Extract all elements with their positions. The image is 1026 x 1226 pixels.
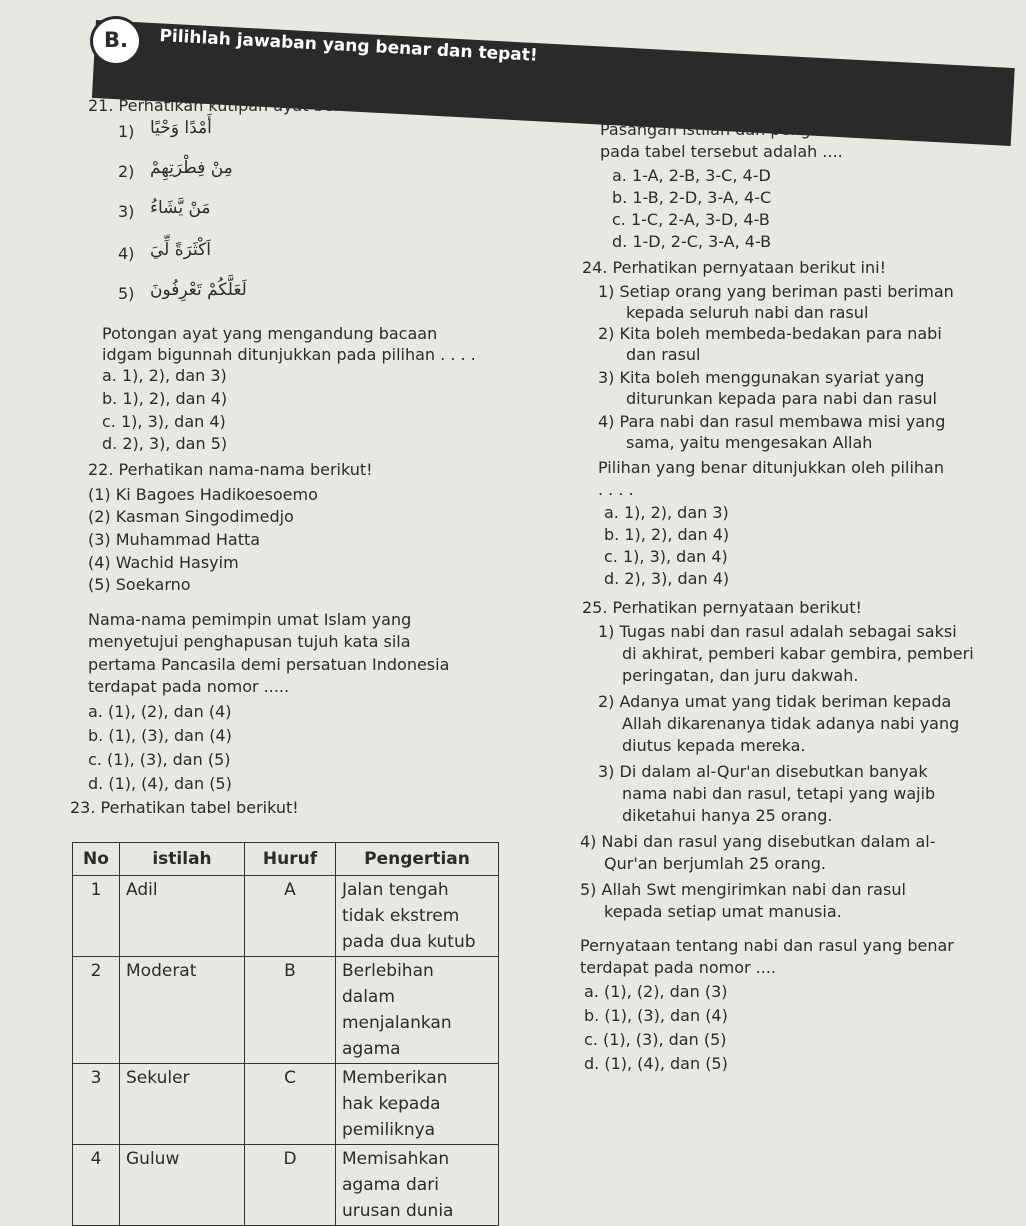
q24-option-d[interactable]: d. 2), 3), dan 4) — [604, 569, 730, 588]
q23-option-d[interactable]: d. 1-D, 2-C, 3-A, 4-B — [612, 232, 772, 251]
table-header: istilah — [120, 843, 245, 876]
q22-text-line: terdapat pada nomor ..... — [88, 677, 290, 696]
q24-prompt-line: . . . . — [598, 480, 634, 499]
q23-option-c[interactable]: c. 1-C, 2-A, 3-D, 4-B — [612, 210, 770, 229]
q22-name-item: (1) Ki Bagoes Hadikoesoemo — [88, 485, 318, 504]
q25-statement: 4) Nabi dan rasul yang disebutkan dalam al- — [580, 832, 936, 851]
q22-name-item: (2) Kasman Singodimedjo — [88, 507, 294, 526]
q21-arabic-item: لَعَلَّكُمْ تَعْرِفُونَ — [150, 280, 247, 300]
q24-option-a[interactable]: a. 1), 2), dan 3) — [604, 503, 729, 522]
q23-table — [72, 842, 499, 1226]
q24-statement: 2) Kita boleh membeda-bedakan para nabi — [598, 324, 942, 343]
q24-statement: 1) Setiap orang yang beriman pasti beriman — [598, 282, 954, 301]
q23-option-a[interactable]: a. 1-A, 2-B, 3-C, 4-D — [612, 166, 771, 185]
q22-text-line: menyetujui penghapusan tujuh kata sila — [88, 632, 411, 651]
q24-statement: sama, yaitu mengesakan Allah — [626, 433, 873, 452]
table-header: No — [73, 843, 120, 876]
q21-item-num: 1) — [118, 122, 135, 141]
table-header: Huruf — [245, 843, 336, 876]
q23-prompt-line: pada tabel tersebut adalah .... — [600, 142, 843, 161]
q23-stem: 23. Perhatikan tabel berikut! — [70, 798, 299, 817]
q21-option-a[interactable]: a. 1), 2), dan 3) — [102, 366, 227, 385]
q21-arabic-item: مَنْ يَّشَاءُ — [150, 198, 211, 218]
q25-option-b[interactable]: b. (1), (3), dan (4) — [584, 1006, 728, 1025]
q22-stem: 22. Perhatikan nama-nama berikut! — [88, 460, 373, 479]
q25-stem: 25. Perhatikan pernyataan berikut! — [582, 598, 862, 617]
q24-statement: kepada seluruh nabi dan rasul — [626, 303, 869, 322]
q21-option-b[interactable]: b. 1), 2), dan 4) — [102, 389, 228, 408]
q25-option-c[interactable]: c. (1), (3), dan (5) — [584, 1030, 727, 1049]
q22-option-a[interactable]: a. (1), (2), dan (4) — [88, 702, 232, 721]
q21-item-num: 5) — [118, 284, 135, 303]
q21-arabic-item: اَكْثَرَةً لِّيَ — [150, 240, 211, 260]
q25-statement: 5) Allah Swt mengirimkan nabi dan rasul — [580, 880, 906, 899]
q23-option-b[interactable]: b. 1-B, 2-D, 3-A, 4-C — [612, 188, 772, 207]
q24-statement: 4) Para nabi dan rasul membawa misi yang — [598, 412, 946, 431]
q25-statement: 2) Adanya umat yang tidak beriman kepada — [598, 692, 952, 711]
q25-statement: diutus kepada mereka. — [622, 736, 806, 755]
q24-option-b[interactable]: b. 1), 2), dan 4) — [604, 525, 730, 544]
table-header: Pengertian — [336, 843, 499, 876]
q25-statement: nama nabi dan rasul, tetapi yang wajib — [622, 784, 936, 803]
q21-arabic-item: مِنْ فِطْرَتِهِمْ — [150, 158, 233, 178]
q24-statement: 3) Kita boleh menggunakan syariat yang — [598, 368, 925, 387]
q21-item-num: 2) — [118, 162, 135, 181]
q25-option-a[interactable]: a. (1), (2), dan (3) — [584, 982, 728, 1001]
q21-item-num: 4) — [118, 244, 135, 263]
q21-option-d[interactable]: d. 2), 3), dan 5) — [102, 434, 228, 453]
table-row: 3 Sekuler C Memberikan hak kepada pemiliknya — [73, 1064, 499, 1145]
q22-name-item: (4) Wachid Hasyim — [88, 553, 239, 572]
q22-text-line: Nama-nama pemimpin umat Islam yang — [88, 610, 412, 629]
q21-text-line: Potongan ayat yang mengandung bacaan — [102, 324, 438, 343]
q25-statement: Allah dikarenanya tidak adanya nabi yang — [622, 714, 960, 733]
q22-option-d[interactable]: d. (1), (4), dan (5) — [88, 774, 232, 793]
q25-statement: Qur'an berjumlah 25 orang. — [604, 854, 826, 873]
table-row: 2 Moderat B Berlebihan dalam menjalankan agama — [73, 957, 499, 1064]
q25-statement: kepada setiap umat manusia. — [604, 902, 842, 921]
q25-option-d[interactable]: d. (1), (4), dan (5) — [584, 1054, 728, 1073]
q22-name-item: (5) Soekarno — [88, 575, 191, 594]
q25-statement: 3) Di dalam al-Qur'an disebutkan banyak — [598, 762, 928, 781]
q24-statement: diturunkan kepada para nabi dan rasul — [626, 389, 937, 408]
section-letter: B. — [90, 16, 142, 66]
table-row: 1 Adil A Jalan tengah tidak ekstrem pada dua kutub — [73, 876, 499, 957]
q22-option-b[interactable]: b. (1), (3), dan (4) — [88, 726, 232, 745]
section-title: Pilihlah jawaban yang benar dan tepat! — [158, 26, 539, 66]
q24-stem: 24. Perhatikan pernyataan berikut ini! — [582, 258, 886, 277]
q22-option-c[interactable]: c. (1), (3), dan (5) — [88, 750, 231, 769]
q22-text-line: pertama Pancasila demi persatuan Indonesia — [88, 655, 450, 674]
q21-item-num: 3) — [118, 202, 135, 221]
q25-statement: di akhirat, pemberi kabar gembira, pemberi — [622, 644, 974, 663]
q22-name-item: (3) Muhammad Hatta — [88, 530, 261, 549]
table-row: 4 Guluw D Memisahkan agama dari urusan dunia — [73, 1145, 499, 1226]
q25-statement: diketahui hanya 25 orang. — [622, 806, 833, 825]
q23-prompt-line: Pasangan istilah dan pengertian yang tepat — [600, 120, 950, 139]
q24-prompt-line: Pilihan yang benar ditunjukkan oleh pilihan — [598, 458, 944, 477]
q21-option-c[interactable]: c. 1), 3), dan 4) — [102, 412, 226, 431]
q24-statement: dan rasul — [626, 345, 701, 364]
q25-prompt-line: Pernyataan tentang nabi dan rasul yang benar — [580, 936, 954, 955]
q21-stem: 21. Perhatikan kutipan ayat berikut. — [88, 96, 375, 115]
q24-option-c[interactable]: c. 1), 3), dan 4) — [604, 547, 728, 566]
q21-text-line: idgam bigunnah ditunjukkan pada pilihan . . . . — [102, 345, 476, 364]
q25-prompt-line: terdapat pada nomor .... — [580, 958, 777, 977]
q25-statement: peringatan, dan juru dakwah. — [622, 666, 859, 685]
q25-statement: 1) Tugas nabi dan rasul adalah sebagai saksi — [598, 622, 957, 641]
q21-arabic-item: أَمْدًا وَحْيًا — [150, 118, 212, 138]
